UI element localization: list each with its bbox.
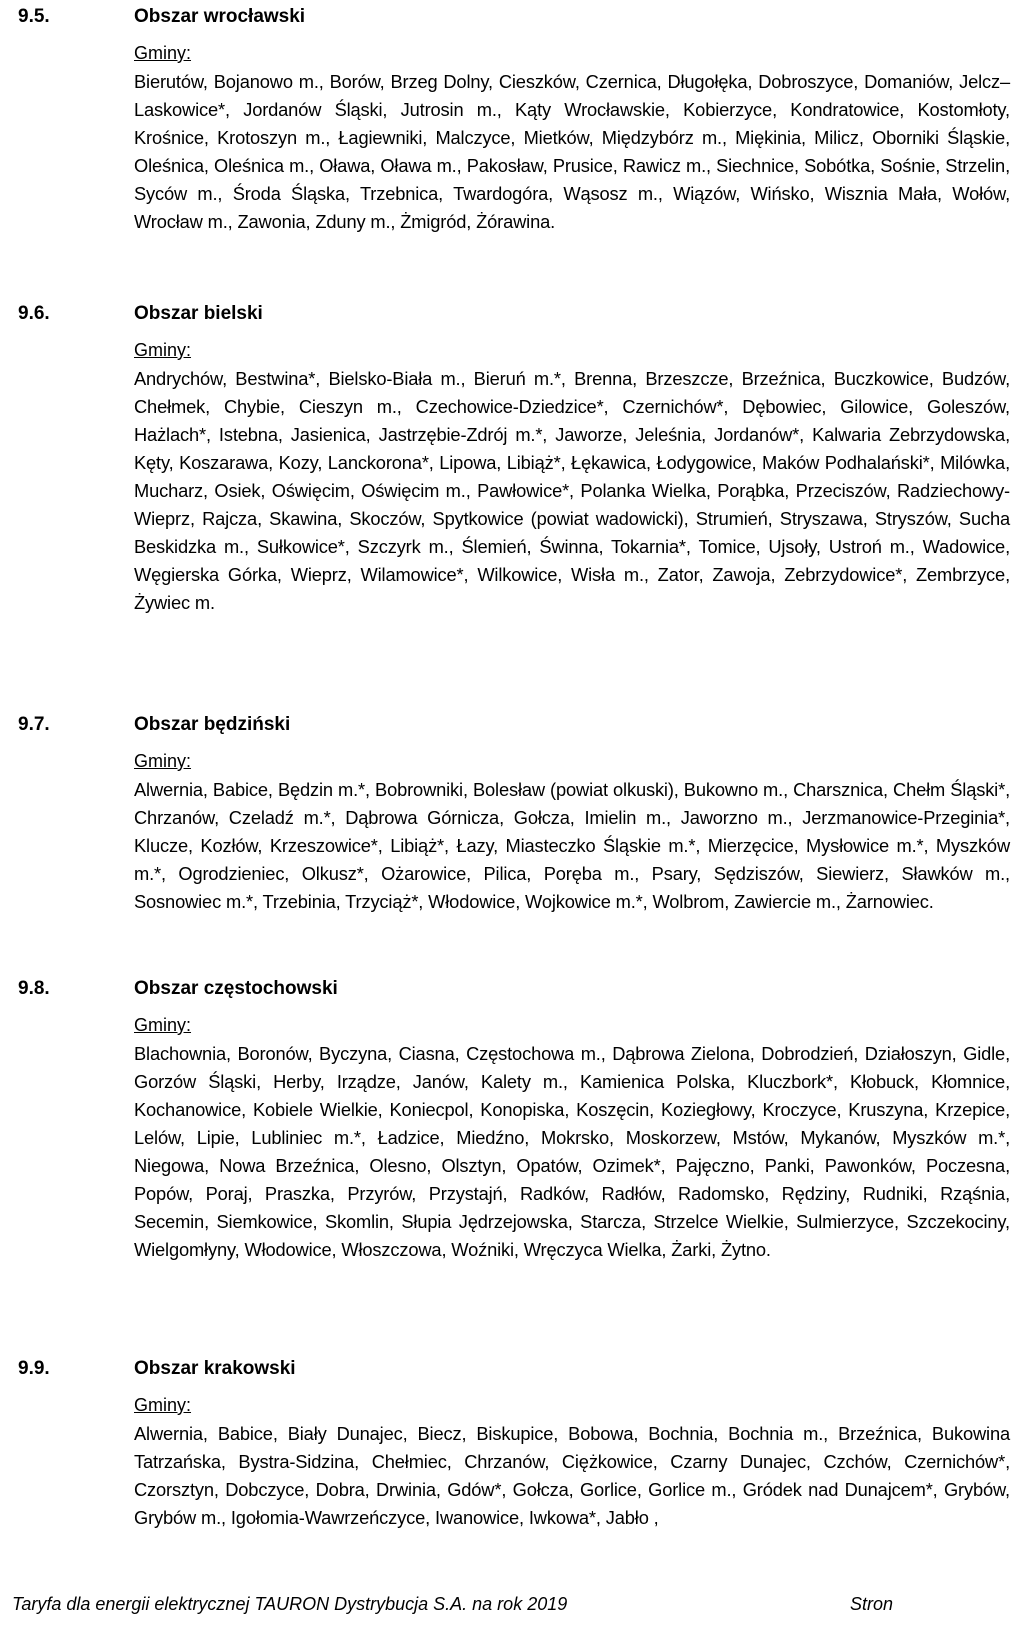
footer-document-title: Taryfa dla energii elektrycznej TAURON Dystrybucja S.A. na rok 2019: [12, 1594, 568, 1614]
section-label: Gminy:: [134, 43, 192, 63]
section-title: Obszar bielski: [134, 303, 263, 324]
footer-page-label: Stron: [850, 1594, 894, 1614]
section-title: Obszar częstochowski: [134, 978, 338, 999]
section-label: Gminy:: [134, 1395, 192, 1415]
section-number: 9.8.: [18, 978, 50, 999]
section-number: 9.9.: [18, 1358, 50, 1379]
section-number: 9.5.: [18, 6, 50, 27]
section-label: Gminy:: [134, 340, 192, 360]
page-footer: [12, 1592, 1012, 1616]
section-body: Alwernia, Babice, Biały Dunajec, Biecz, Biskupice, Bobowa, Bochnia, Bochnia m., Brzeźnica, Bukowina Tatrzańska, Bystra-Sidzina, Chełmiec, Chrzanów, Ciężkowice, Czarny Dunajec, Czchów, Czernichów*, Czorsztyn, Dobczyce, Dobra, Drwinia, Gdów*, Gołcza, Gorlice, Gorlice m., Gródek nad Dunajcem*, Grybów, Grybów m., Igołomia-Wawrzeńczyce, Iwanowice, Iwkowa*, Jabło ,: [134, 1423, 1010, 1528]
section-title: Obszar wrocławski: [134, 6, 306, 27]
section-title: Obszar krakowski: [134, 1358, 296, 1379]
section-number: 9.6.: [18, 303, 50, 324]
section-body: Andrychów, Bestwina*, Bielsko-Biała m., Bieruń m.*, Brenna, Brzeszcze, Brzeźnica, Buczkowice, Budzów, Chełmek, Chybie, Cieszyn m., Czechowice-Dziedzice*, Czernichów*, Dębowiec, Gilowice, Goleszów, Hażlach*, Istebna, Jasienica, Jastrzębie-Zdrój m.*, Jaworze, Jeleśnia, Jordanów*, Kalwaria Zebrzydowska, Kęty, Koszarawa, Kozy, Lanckorona*, Lipowa, Libiąż*, Łękawica, Łodygowice, Maków Podhalański*, Milówka, Mucharz, Osiek, Oświęcim, Oświęcim m., Pawłowice*, Polanka Wielka, Porąbka, Przeciszów, Radziechowy-Wieprz, Rajcza, Skawina, Skoczów, Spytkowice (powiat wadowicki), Strumień, Stryszawa, Stryszów, Sucha Beskidzka m., Sułkowice*, Szczyrk m., Ślemień, Świnna, Tokarnia*, Tomice, Ujsoły, Ustroń m., Wadowice, Węgierska Górka, Wieprz, Wilamowice*, Wilkowice, Wisła m., Zator, Zawoja, Zebrzydowice*, Zembrzyce, Żywiec m.: [134, 368, 1010, 613]
section-title: Obszar będziński: [134, 714, 291, 735]
section-number: 9.7.: [18, 714, 50, 735]
section-body: Alwernia, Babice, Będzin m.*, Bobrowniki, Bolesław (powiat olkuski), Bukowno m., Charsznica, Chełm Śląski*, Chrzanów, Czeladź m.*, Dąbrowa Górnicza, Gołcza, Imielin m., Jaworzno m., Jerzmanowice-Przeginia*, Klucze, Kozłów, Krzeszowice*, Libiąż*, Łazy, Miasteczko Śląskie m.*, Mierzęcice, Mysłowice m.*, Myszków m.*, Ogrodzieniec, Olkusz*, Ożarowice, Pilica, Poręba m., Psary, Sędziszów, Siewierz, Sławków m., Sosnowiec m.*, Trzebinia, Trzyciąż*, Włodowice, Wojkowice m.*, Wolbrom, Zawiercie m., Żarnowiec.: [134, 779, 1010, 912]
section-label: Gminy:: [134, 751, 192, 771]
section-body: Blachownia, Boronów, Byczyna, Ciasna, Częstochowa m., Dąbrowa Zielona, Dobrodzień, Działoszyn, Gidle, Gorzów Śląski, Herby, Irządze, Janów, Kalety m., Kamienica Polska, Kluczbork*, Kłobuck, Kłomnice, Kochanowice, Kobiele Wielkie, Koniecpol, Konopiska, Koszęcin, Koziegłowy, Kroczyce, Kruszyna, Krzepice, Lelów, Lipie, Lubliniec m.*, Ładzice, Miedźno, Mokrsko, Moskorzew, Mstów, Mykanów, Myszków m.*, Niegowa, Nowa Brzeźnica, Olesno, Olsztyn, Opatów, Ozimek*, Pajęczno, Panki, Pawonków, Poczesna, Popów, Poraj, Praszka, Przyrów, Przystajń, Radków, Radłów, Radomsko, Rędziny, Rudniki, Rząśnia, Secemin, Siemkowice, Skomlin, Słupia Jędrzejowska, Starcza, Strzelce Wielkie, Sulmierzyce, Szczekociny, Wielgomłyny, Włodowice, Włoszczowa, Woźniki, Wręczyca Wielka, Żarki, Żytno.: [134, 1043, 1010, 1260]
section-label: Gminy:: [134, 1015, 192, 1035]
section-body: Bierutów, Bojanowo m., Borów, Brzeg Dolny, Cieszków, Czernica, Długołęka, Dobroszyce, Domaniów, Jelcz–Laskowice*, Jordanów Śląski, Jutrosin m., Kąty Wrocławskie, Kobierzyce, Kondratowice, Kostomłoty, Krośnice, Krotoszyn m., Łagiewniki, Malczyce, Mietków, Międzybórz m., Miękinia, Milicz, Oborniki Śląskie, Oleśnica, Oleśnica m., Oława, Oława m., Pakosław, Prusice, Rawicz m., Siechnice, Sobótka, Sośnie, Strzelin, Syców m., Środa Śląska, Trzebnica, Twardogóra, Wąsosz m., Wiązów, Wińsko, Wisznia Mała, Wołów, Wrocław m., Zawonia, Zduny m., Żmigród, Żórawina.: [134, 71, 1010, 232]
